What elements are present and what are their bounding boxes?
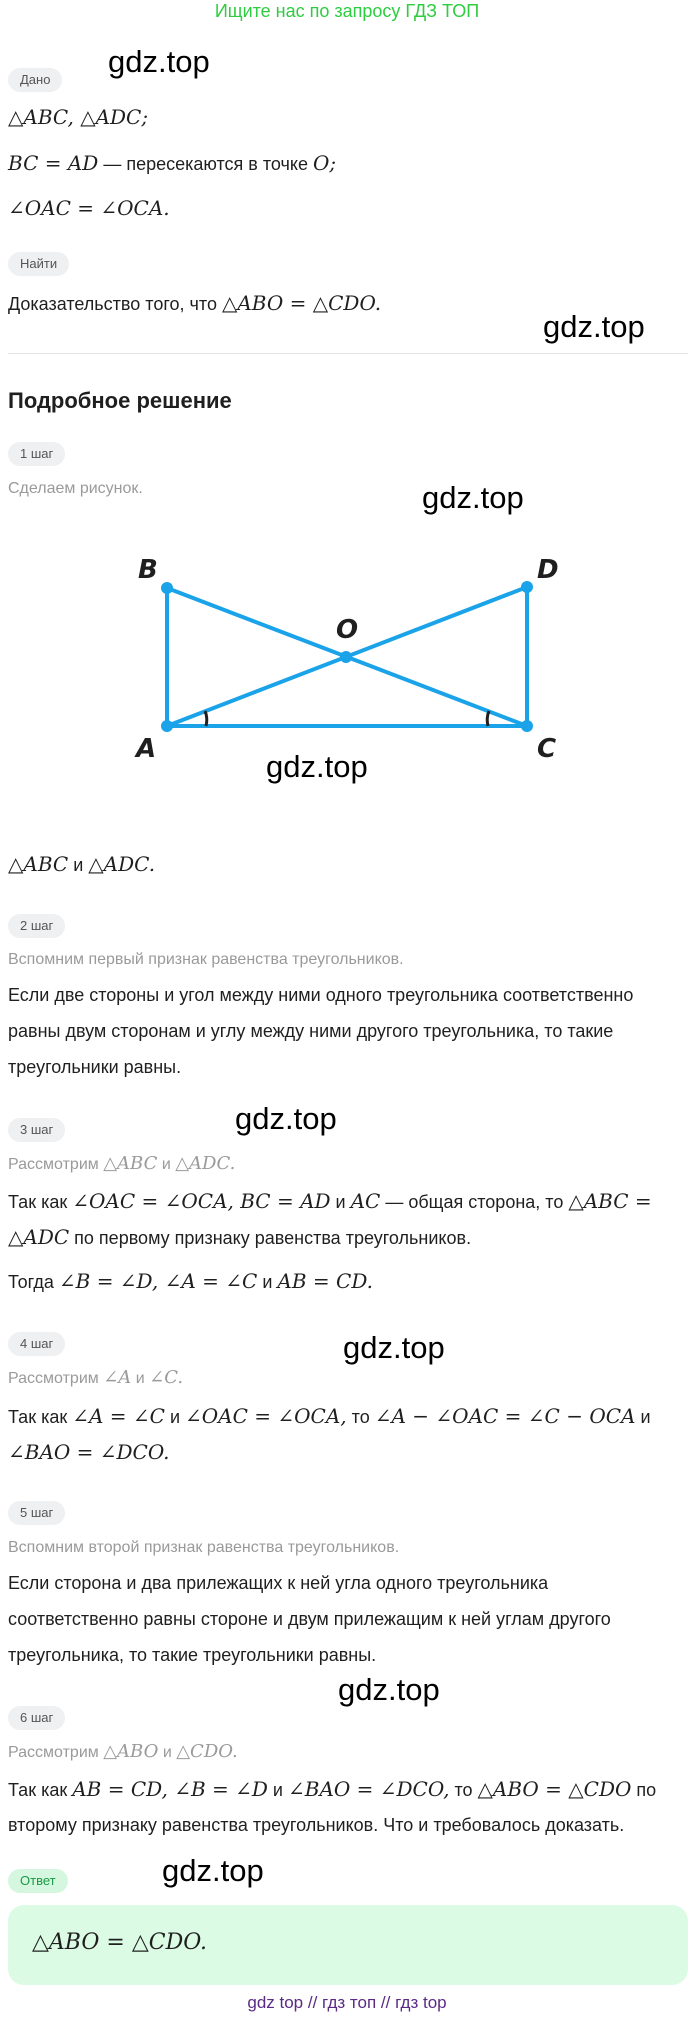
step3-hint-math-2: △ADC. (175, 1153, 236, 1174)
point-B (161, 582, 173, 594)
point-O (340, 651, 352, 663)
step4-l1-mid: то (346, 1407, 375, 1427)
step5-p2: соответственно равны стороне и двум прилежащим к ней углам другого (8, 1609, 611, 1629)
step3-l1-pre: Так как (8, 1192, 73, 1212)
step4-l1-math-2: ∠OAC = ∠OCA, (185, 1404, 347, 1428)
step6-hint-and: и (158, 1744, 177, 1761)
step6-hint (8, 1739, 238, 1766)
given-badge: Дано (8, 68, 62, 92)
label-C: C (537, 734, 557, 764)
step3-line-2 (8, 1224, 471, 1251)
step2-hint: Вспомним первый признак равенства треугольников. (8, 951, 404, 968)
step6-hint-math-1: △ABO (103, 1741, 159, 1762)
given-point: O; (312, 151, 337, 175)
step3-l3-math-2: AB = CD. (277, 1269, 374, 1293)
label-O: O (336, 615, 359, 645)
step3-l1-math-1: ∠OAC = ∠OCA, BC = AD (72, 1189, 331, 1213)
step4-l1-and: и (164, 1407, 186, 1427)
step1-badge: 1 шаг (8, 442, 65, 466)
step3-line-3 (8, 1268, 373, 1295)
label-D: D (537, 555, 559, 585)
angle-mark-A (205, 711, 207, 726)
step4-l1-math-1: ∠A = ∠C (72, 1404, 165, 1428)
step6-l1-math-2: ∠BAO = ∠DCO, (287, 1777, 450, 1801)
step3-l1-mid: — общая сторона, то (380, 1192, 569, 1212)
step4-hint-math-1: ∠A (103, 1367, 132, 1388)
step1-math-1: △ABC (8, 852, 69, 876)
step5-badge: 5 шаг (8, 1501, 65, 1525)
step6-l1-and: и (267, 1780, 288, 1800)
find-badge: Найти (8, 252, 69, 276)
step4-hint-and: и (131, 1370, 150, 1387)
step4-l1-end: и (635, 1407, 651, 1427)
step3-l3-pre: Тогда (8, 1272, 59, 1292)
step3-l3-math-1: ∠B = ∠D, ∠A = ∠C (58, 1269, 258, 1293)
step2-p2: равны двум сторонам и углу между ними другого треугольника, то такие (8, 1021, 614, 1041)
step3-hint-math-1: △ABC (103, 1153, 158, 1174)
step3-l1-math-3: △ABC = (568, 1189, 652, 1213)
step4-hint-math-2: ∠C. (149, 1367, 184, 1388)
step6-line-2: второму признаку равенства треугольников. Что и требовалось доказать. (8, 1815, 625, 1835)
step4-l2-math: ∠BAO = ∠DCO. (8, 1440, 170, 1464)
step4-line-2 (8, 1439, 169, 1466)
step6-l1-mid: то (449, 1780, 478, 1800)
answer-box (8, 1905, 688, 1985)
step3-l3-and: и (257, 1272, 278, 1292)
watermark: gdz.top (543, 309, 645, 344)
step2-p1: Если две стороны и угол между ними одного треугольника соответственно (8, 985, 634, 1005)
step5-p3: треугольника, то такие треугольники равны. (8, 1645, 377, 1665)
step5-hint: Вспомним второй признак равенства треугольников. (8, 1539, 400, 1556)
given-math-3: ∠OAC = ∠OCA. (8, 196, 170, 220)
step6-l1-end: по (631, 1780, 657, 1800)
step4-hint-text: Рассмотрим (8, 1370, 104, 1387)
step3-hint (8, 1151, 235, 1178)
angle-mark-C (487, 711, 489, 726)
watermark: gdz.top (343, 1330, 445, 1365)
step6-hint-math-2: △CDO. (176, 1741, 238, 1762)
step4-hint (8, 1365, 183, 1392)
answer-math: △ABO = △CDO. (32, 1930, 207, 1955)
step3-l1-math-2: AC (350, 1189, 381, 1213)
step6-l1-pre: Так как (8, 1780, 73, 1800)
point-A (161, 720, 173, 732)
given-math-2: BC = AD (8, 151, 99, 175)
given-text-2: — пересекаются в точке (98, 154, 313, 174)
step3-badge: 3 шаг (8, 1118, 65, 1142)
bottom-link-3[interactable]: гдз top (395, 1993, 447, 2012)
point-C (521, 720, 533, 732)
watermark: gdz.top (235, 1101, 337, 1136)
step4-badge: 4 шаг (8, 1332, 65, 1356)
watermark: gdz.top (422, 480, 524, 515)
bottom-link-2[interactable]: гдз топ (322, 1993, 377, 2012)
step3-l2-text: по первому признаку равенства треугольников. (69, 1228, 472, 1248)
step4-l1-pre: Так как (8, 1407, 73, 1427)
watermark: gdz.top (266, 749, 368, 784)
step3-l1-and: и (330, 1192, 351, 1212)
point-D (521, 581, 533, 593)
step5-p1: Если сторона и два прилежащих к ней угла одного треугольника (8, 1573, 549, 1593)
step1-hint: Сделаем рисунок. (8, 480, 143, 497)
solution-heading: Подробное решение (8, 388, 232, 413)
step2-p3: треугольники равны. (8, 1057, 182, 1077)
search-banner: Ищите нас по запросу ГДЗ ТОП (214, 1, 480, 21)
watermark: gdz.top (162, 1853, 264, 1888)
step1-math-2: △ADC. (88, 852, 156, 876)
step3-l2-math: △ADC (8, 1225, 70, 1249)
step4-line-1 (8, 1403, 651, 1430)
label-A: A (136, 734, 157, 764)
watermark: gdz.top (338, 1672, 440, 1707)
step1-triangles (8, 851, 155, 878)
bottom-separator: // (376, 1993, 396, 2012)
bottom-links (0, 1993, 694, 2013)
step2-badge: 2 шаг (8, 914, 65, 938)
step6-line-1 (8, 1776, 656, 1803)
watermark: gdz.top (108, 44, 210, 79)
find-math: △ABO = △CDO. (221, 291, 382, 315)
answer-badge: Ответ (8, 1869, 68, 1893)
given-math-1: △ABC, △ADC; (8, 105, 149, 129)
step3-line-1 (8, 1188, 652, 1215)
step4-l1-math-3: ∠A − ∠OAC = ∠C − OCA (374, 1404, 636, 1428)
label-B: B (138, 555, 158, 585)
bottom-separator: // (303, 1993, 323, 2012)
find-text: Доказательство того, что (8, 294, 222, 314)
step6-badge: 6 шаг (8, 1706, 65, 1730)
bottom-link-1[interactable]: gdz top (247, 1993, 304, 2012)
step6-hint-text: Рассмотрим (8, 1744, 104, 1761)
step3-hint-and: и (157, 1156, 176, 1173)
step1-and: и (68, 855, 89, 875)
step6-l1-math-1: AB = CD, ∠B = ∠D (72, 1777, 268, 1801)
step6-l1-math-3: △ABO = △CDO (477, 1777, 632, 1801)
step3-hint-text: Рассмотрим (8, 1156, 104, 1173)
